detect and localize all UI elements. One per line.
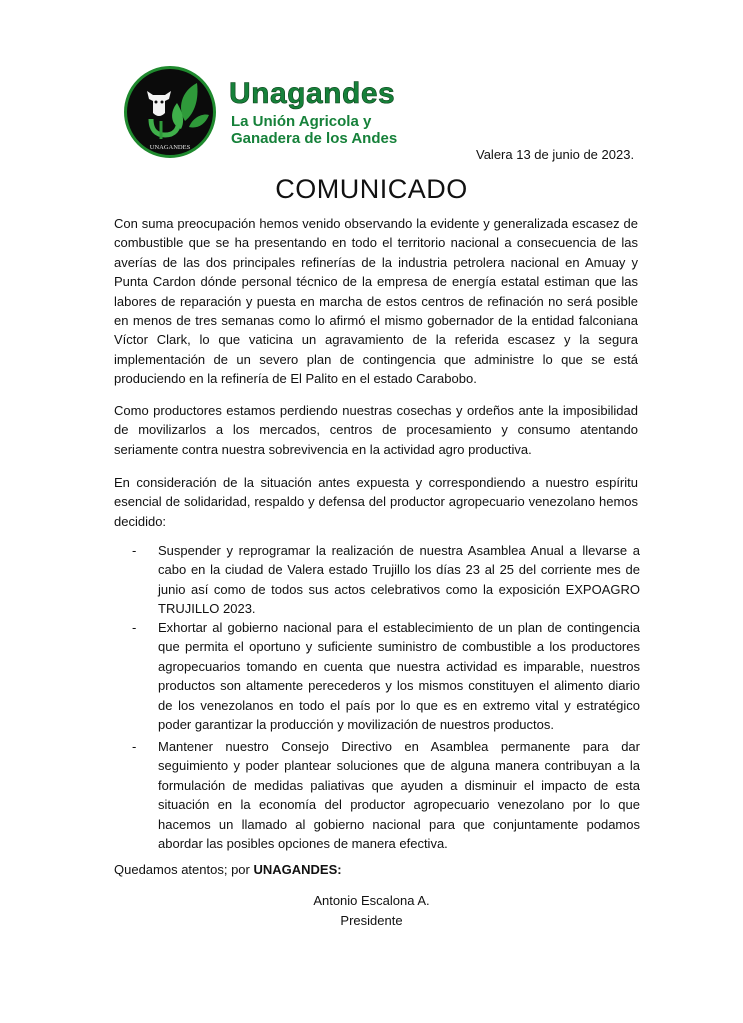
logo-caption: UNAGANDES xyxy=(149,144,191,151)
list-item xyxy=(132,541,640,619)
paragraph-2: Como productores estamos perdiendo nuestras cosechas y ordeños ante la imposibilidad de movilizarlos a los mercados, centros de procesamiento y consumo atentando seriamente contra nuestra sobrevivencia en la actividad agro productiva. xyxy=(114,403,638,457)
list-item xyxy=(132,618,640,734)
list-item-text: Exhortar al gobierno nacional para el establecimiento de un plan de contingencia que permita el oportuno y suficiente suministro de combustible a los productores agropecuarios tomando en cuenta que nuestra actividad es imparable, nuestros productos son altamente perecederos y los mismos constituyen el alimento diario de los venezolanos en todo el país por lo que es en extremo vital y estratégico poder garantizar la producción y movilización de nuestros productos. xyxy=(158,620,640,733)
document-date: Valera 13 de junio de 2023. xyxy=(476,147,635,162)
list-item xyxy=(132,737,640,853)
list-item-text: Mantener nuestro Consejo Directivo en Asamblea permanente para dar seguimiento y poder plantear soluciones que de alguna manera contribuyan a la formulación de medidas paliativas que ayuden a disminuir el impacto de esta situación en la economía del productor agropecuario venezolano por lo que hacemos un llamado al gobierno nacional para que conjuntamente podamos abordar las posibles opciones de manera efectiva. xyxy=(158,739,640,852)
organization-logo xyxy=(124,66,216,158)
list-item-text: Suspender y reprogramar la realización de nuestra Asamblea Anual a llevarse a cabo en la ciudad de Valera estado Trujillo los días 23 al 25 del corriente mes de junio así como de todos sus actos celebrativos como la exposición EXPOAGRO TRUJILLO 2023. xyxy=(158,543,640,617)
closing-org: UNAGANDES: xyxy=(253,862,342,877)
paragraph-3: En consideración de la situación antes expuesta y correspondiendo a nuestro espíritu esencial de solidaridad, respaldo y defensa del productor agropecuario venezolano hemos decidido: xyxy=(114,475,638,529)
bullet-marker: - xyxy=(132,543,137,558)
bullet-marker: - xyxy=(132,620,137,635)
closing-line xyxy=(114,862,342,877)
brand-name: Unagandes xyxy=(229,77,396,110)
closing-prefix: Quedamos atentos; por xyxy=(114,862,254,877)
brand-subtitle-line-1: La Unión Agricola y xyxy=(231,113,372,130)
signer-role: Presidente xyxy=(340,913,403,928)
signer-name: Antonio Escalona A. xyxy=(313,893,430,908)
logo-emblem-icon xyxy=(127,69,213,155)
bullet-marker: - xyxy=(132,739,137,754)
document-title: COMUNICADO xyxy=(275,174,468,204)
paragraph-1: Con suma preocupación hemos venido observando la evidente y generalizada escasez de combustible que se ha presentando en todo el territorio nacional a consecuencia de las averías de las dos principales refinerías de la industria petrolera nacional en Amuay y Punta Cardon dónde personal técnico de la empresa de energía estatal estiman que las labores de reparación y puesta en marcha de estos centros de refinación no será posible en menos de tres semanas como lo afirmó el mismo gobernador de la entidad falconiana Víctor Clark, lo que vaticina un agravamiento de la referida escasez y la segura implementación de un severo plan de contingencia que administre lo que se está produciendo en la refinería de El Palito en el estado Carabobo. xyxy=(114,216,638,387)
brand-subtitle-line-2: Ganadera de los Andes xyxy=(231,130,398,147)
brand-subtitle xyxy=(231,113,397,147)
